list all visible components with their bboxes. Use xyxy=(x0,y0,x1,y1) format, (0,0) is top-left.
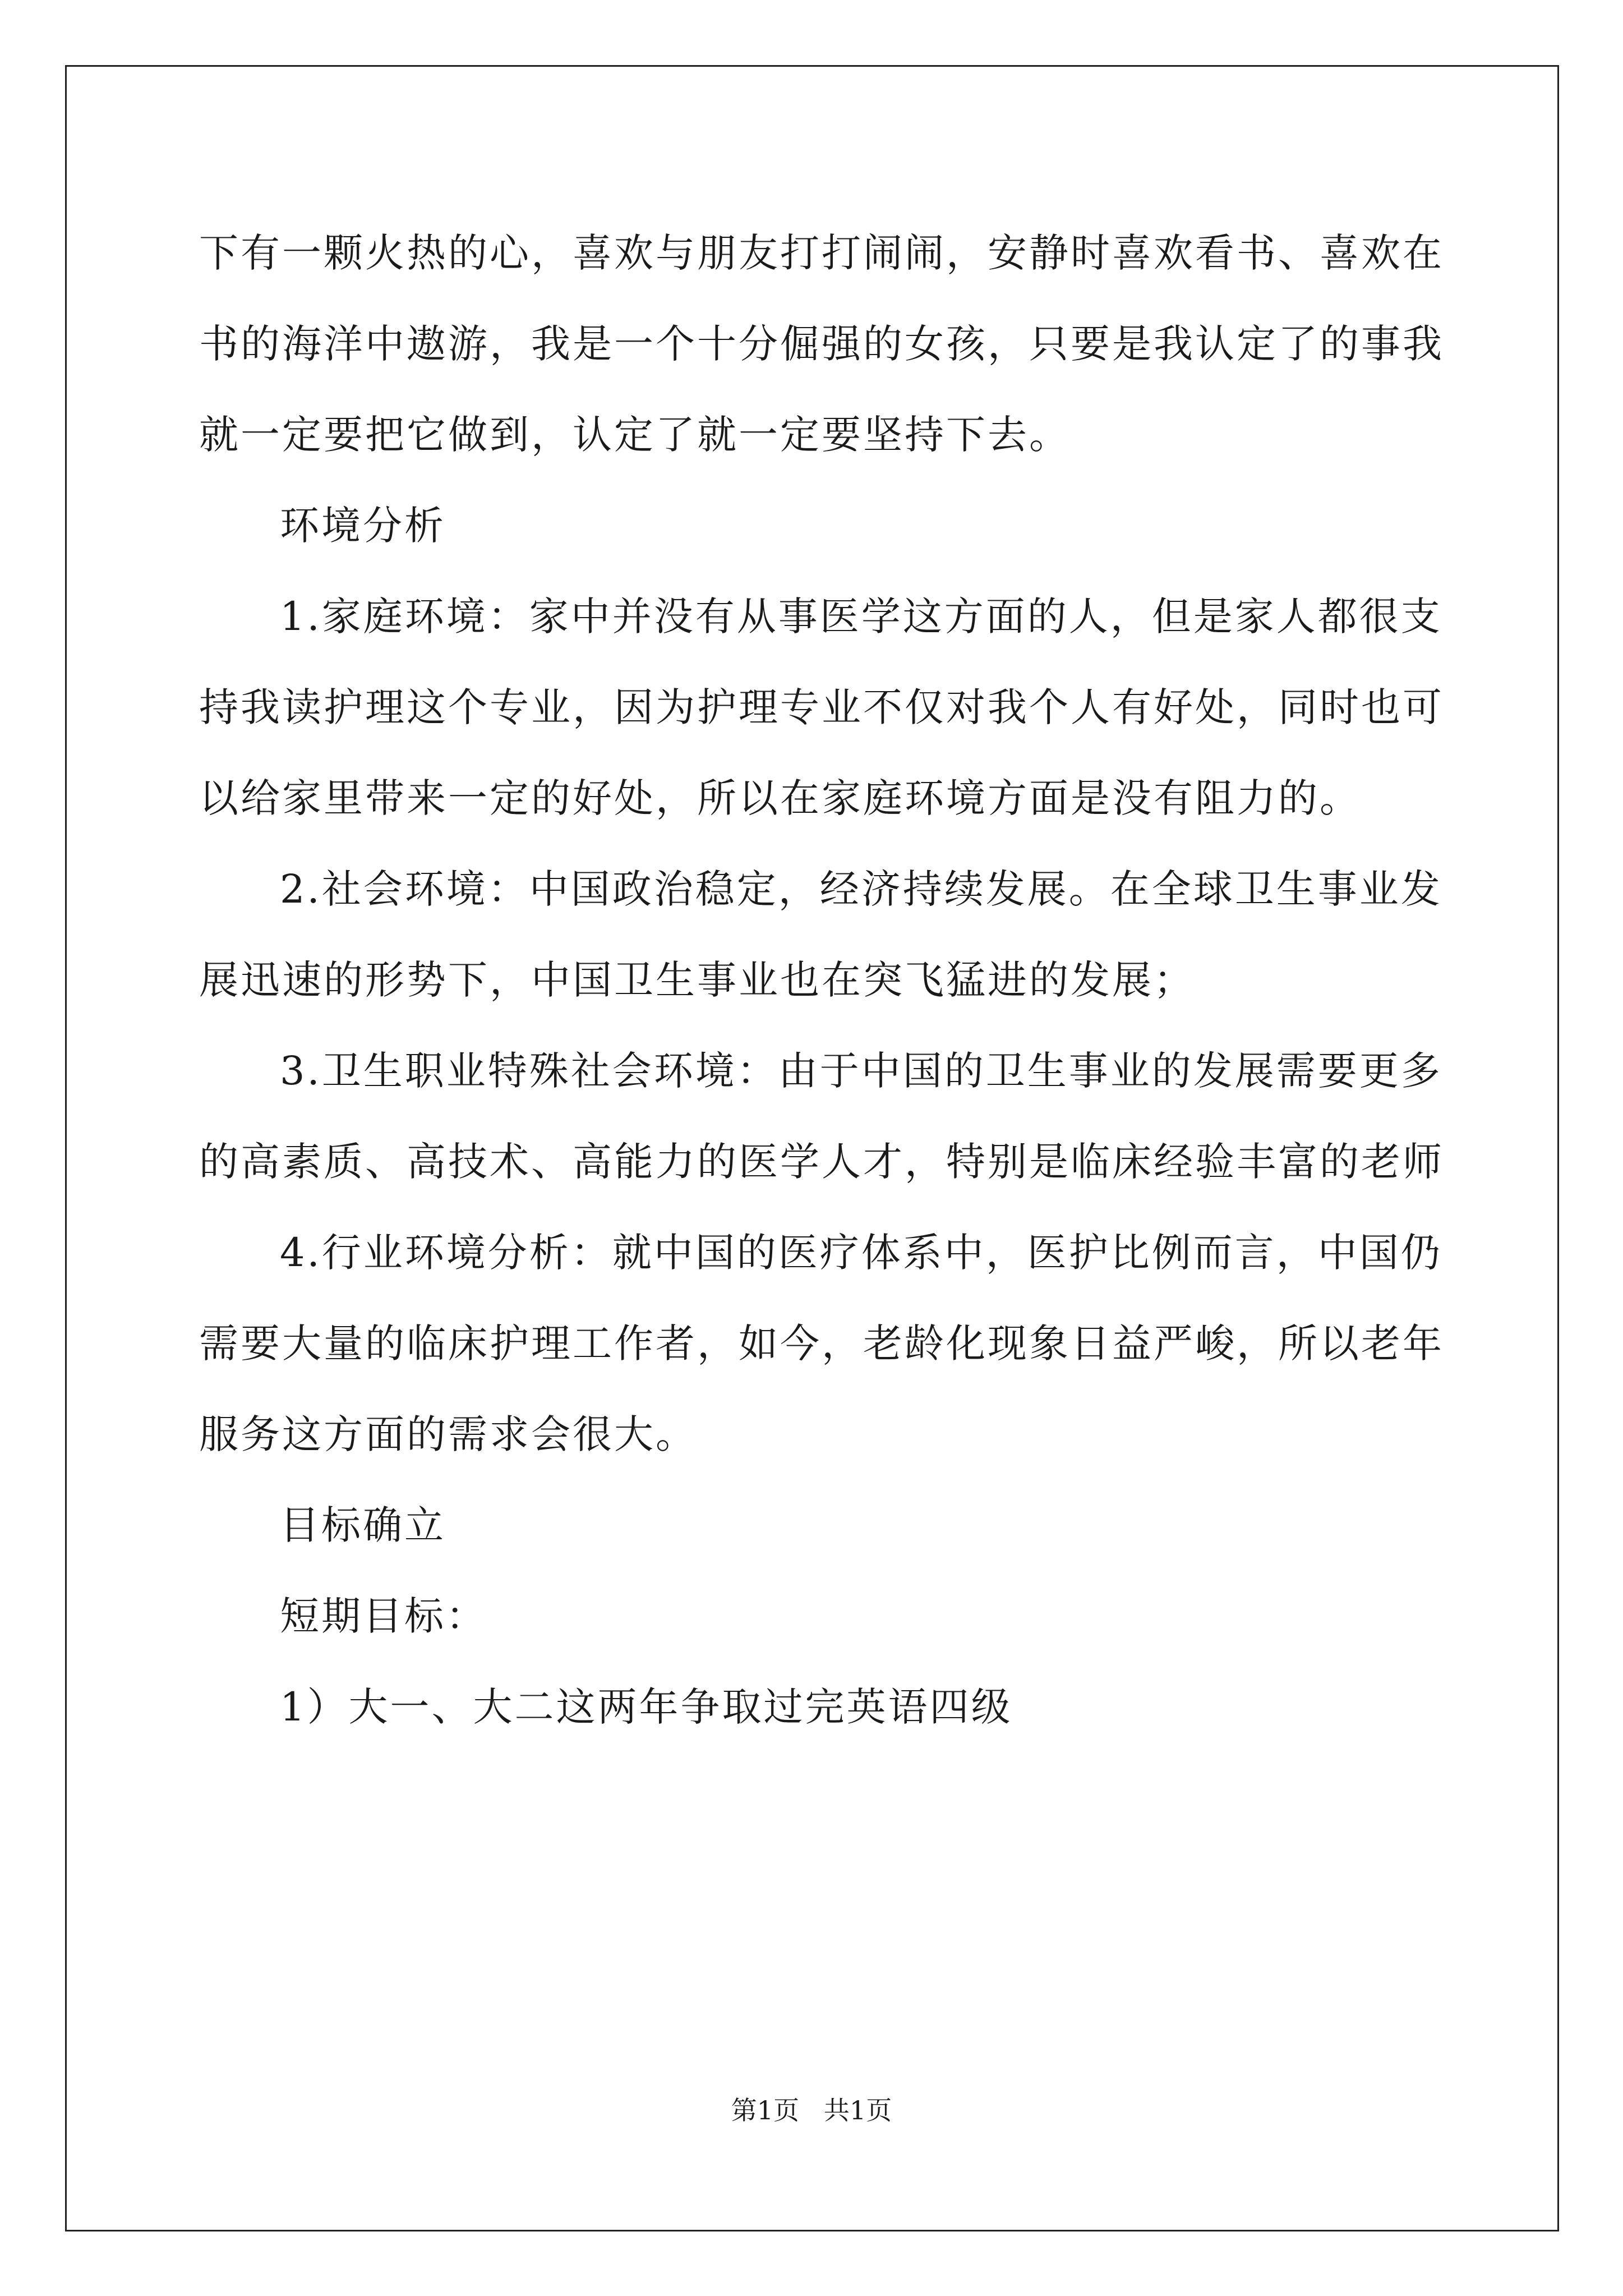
text-line: 书的海洋中遨游，我是一个十分倔强的女孩，只要是我认定了的事我 xyxy=(199,321,1444,367)
text-line: 服务这方面的需求会很大。 xyxy=(199,1411,697,1457)
section-heading-environment: 环境分析 xyxy=(280,503,446,549)
text-line: 2.社会环境：中国政治稳定，经济持续发展。在全球卫生事业发 xyxy=(280,866,1442,912)
section-heading-goals: 目标确立 xyxy=(280,1502,446,1548)
text-line: 1.家庭环境：家中并没有从事医学这方面的人，但是家人都很支 xyxy=(280,593,1442,639)
document-body xyxy=(199,208,1444,1752)
text-line: 4.行业环境分析：就中国的医疗体系中，医护比例而言，中国仍 xyxy=(280,1230,1442,1276)
subheading-short-term-goals: 短期目标： xyxy=(280,1593,487,1639)
text-line: 下有一颗火热的心，喜欢与朋友打打闹闹，安静时喜欢看书、喜欢在 xyxy=(199,230,1444,276)
text-line: 展迅速的形势下，中国卫生事业也在突飞猛进的发展； xyxy=(199,957,1195,1003)
text-line: 需要大量的临床护理工作者，如今，老龄化现象日益严峻，所以老年 xyxy=(199,1320,1444,1366)
text-line: 持我读护理这个专业，因为护理专业不仅对我个人有好处，同时也可 xyxy=(199,684,1444,730)
page-footer: 第1页 共1页 xyxy=(731,2095,892,2125)
text-line: 就一定要把它做到，认定了就一定要坚持下去。 xyxy=(199,412,1071,458)
text-line: 3.卫生职业特殊社会环境：由于中国的卫生事业的发展需要更多 xyxy=(280,1048,1442,1094)
text-line: 的高素质、高技术、高能力的医学人才，特别是临床经验丰富的老师 xyxy=(199,1139,1444,1185)
list-item: 1）大一、大二这两年争取过完英语四级 xyxy=(280,1684,1013,1730)
text-line: 以给家里带来一定的好处，所以在家庭环境方面是没有阻力的。 xyxy=(199,775,1361,821)
